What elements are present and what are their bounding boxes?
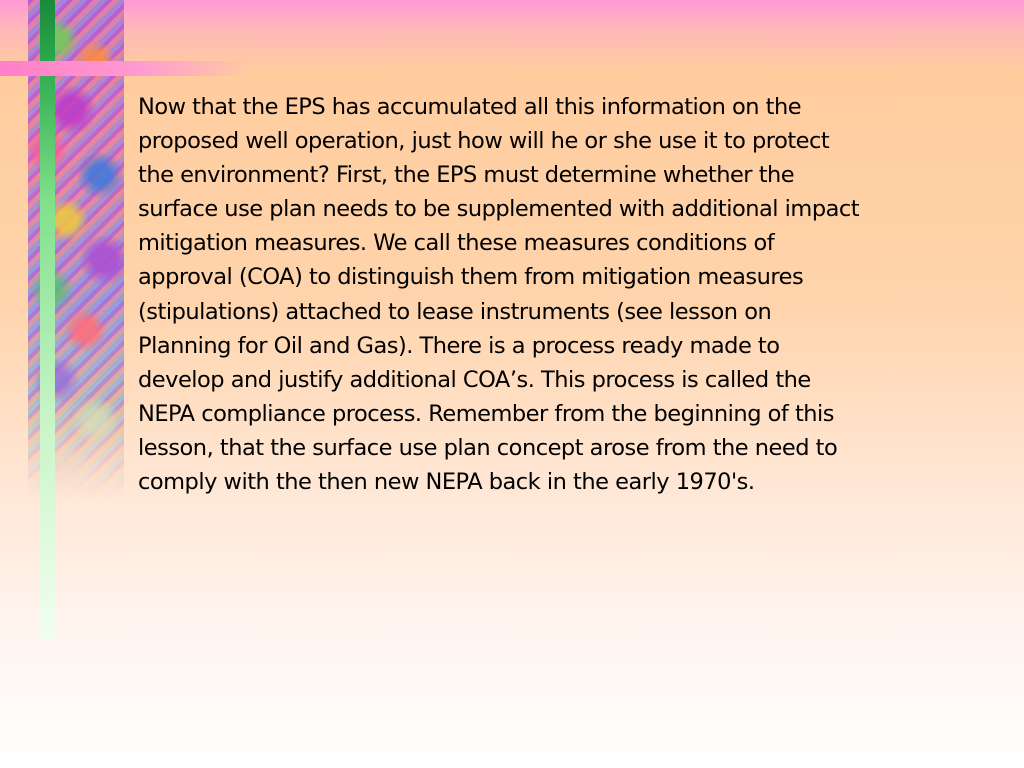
decorative-vertical-bar — [40, 0, 55, 640]
decorative-horizontal-bar — [0, 61, 250, 76]
slide-body-text: Now that the EPS has accumulated all this information on the proposed well operation, just how will he or she use it to protect the environment? First, the EPS must determine whether the surface use plan needs to be supplemented with additional impact mitigation measures. We call these measures conditions of approval (COA) to distinguish them from mitigation measures (stipulations) attached to lease instruments (see lesson on Planning for Oil and Gas). There is a process ready made to develop and justify additional COA’s. This process is called the NEPA compliance process. Remember from the beginning of this lesson, that the surface use plan concept arose from the need to comply with the then new NEPA back in the early 1970's. — [138, 94, 860, 496]
